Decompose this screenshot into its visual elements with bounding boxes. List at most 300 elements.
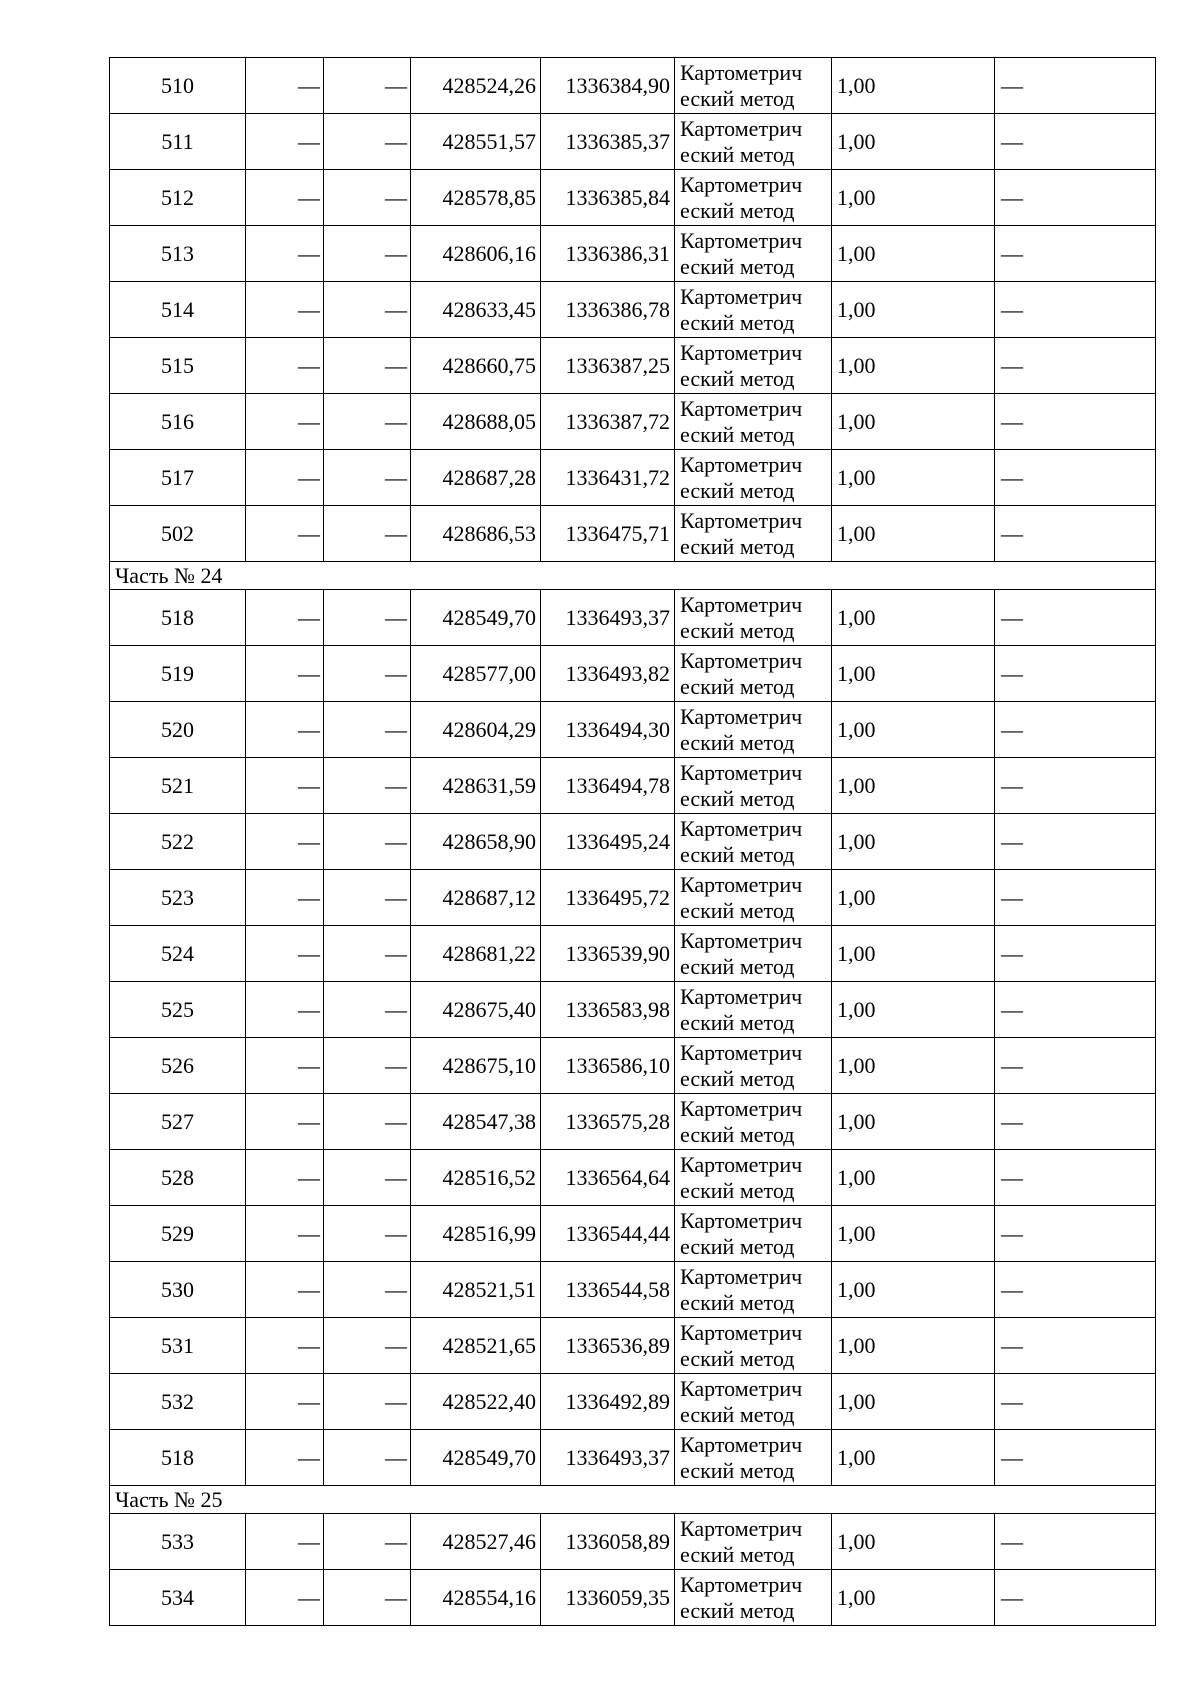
- method-line-1: Картометрич: [680, 815, 803, 841]
- y-coordinate-cell: 1336493,37: [541, 1430, 675, 1486]
- method-cell: [675, 58, 832, 114]
- description-cell: —: [995, 506, 1156, 562]
- method-line-2: еский метод: [680, 141, 795, 167]
- point-number-cell: 519: [110, 646, 246, 702]
- old-x-cell: —: [246, 758, 324, 814]
- table-row: [110, 1206, 1156, 1262]
- method-cell: [675, 1262, 832, 1318]
- method-cell: [675, 1570, 832, 1626]
- method-line-1: Картометрич: [680, 703, 803, 729]
- table-row: [110, 114, 1156, 170]
- point-number-cell: 502: [110, 506, 246, 562]
- x-coordinate-cell: 428554,16: [411, 1570, 541, 1626]
- accuracy-cell: 1,00: [832, 1570, 995, 1626]
- accuracy-cell: 1,00: [832, 1150, 995, 1206]
- table-row: [110, 646, 1156, 702]
- method-line-2: еский метод: [680, 1457, 795, 1483]
- method-line-2: еский метод: [680, 897, 795, 923]
- method-cell: [675, 1374, 832, 1430]
- description-cell: —: [995, 1038, 1156, 1094]
- old-y-cell: —: [324, 1150, 411, 1206]
- x-coordinate-cell: 428660,75: [411, 338, 541, 394]
- old-y-cell: —: [324, 282, 411, 338]
- point-number-cell: 510: [110, 58, 246, 114]
- description-cell: —: [995, 982, 1156, 1038]
- description-cell: —: [995, 282, 1156, 338]
- method-cell: [675, 226, 832, 282]
- method-cell: [675, 590, 832, 646]
- method-line-2: еский метод: [680, 841, 795, 867]
- old-y-cell: —: [324, 702, 411, 758]
- old-y-cell: —: [324, 226, 411, 282]
- accuracy-cell: 1,00: [832, 814, 995, 870]
- old-x-cell: —: [246, 170, 324, 226]
- point-number-cell: 525: [110, 982, 246, 1038]
- method-line-2: еский метод: [680, 1009, 795, 1035]
- y-coordinate-cell: 1336384,90: [541, 58, 675, 114]
- accuracy-cell: 1,00: [832, 926, 995, 982]
- method-line-1: Картометрич: [680, 1095, 803, 1121]
- method-line-1: Картометрич: [680, 283, 803, 309]
- old-y-cell: —: [324, 1514, 411, 1570]
- y-coordinate-cell: 1336544,44: [541, 1206, 675, 1262]
- y-coordinate-cell: 1336583,98: [541, 982, 675, 1038]
- description-cell: —: [995, 338, 1156, 394]
- table-row: [110, 1570, 1156, 1626]
- method-line-1: Картометрич: [680, 1319, 803, 1345]
- point-number-cell: 533: [110, 1514, 246, 1570]
- table-row: [110, 226, 1156, 282]
- old-x-cell: —: [246, 1318, 324, 1374]
- method-line-2: еский метод: [680, 85, 795, 111]
- method-cell: [675, 170, 832, 226]
- point-number-cell: 523: [110, 870, 246, 926]
- old-x-cell: —: [246, 394, 324, 450]
- point-number-cell: 516: [110, 394, 246, 450]
- table-row: [110, 170, 1156, 226]
- method-line-1: Картометрич: [680, 1515, 803, 1541]
- method-line-1: Картометрич: [680, 507, 803, 533]
- x-coordinate-cell: 428521,65: [411, 1318, 541, 1374]
- description-cell: —: [995, 1318, 1156, 1374]
- table-row: [110, 870, 1156, 926]
- old-y-cell: —: [324, 394, 411, 450]
- y-coordinate-cell: 1336493,82: [541, 646, 675, 702]
- old-y-cell: —: [324, 450, 411, 506]
- table-row: [110, 338, 1156, 394]
- x-coordinate-cell: 428549,70: [411, 590, 541, 646]
- point-number-cell: 517: [110, 450, 246, 506]
- method-cell: [675, 282, 832, 338]
- method-line-1: Картометрич: [680, 759, 803, 785]
- x-coordinate-cell: 428687,12: [411, 870, 541, 926]
- point-number-cell: 530: [110, 1262, 246, 1318]
- description-cell: —: [995, 1570, 1156, 1626]
- part-heading: Часть № 24: [110, 562, 1156, 590]
- old-x-cell: —: [246, 870, 324, 926]
- point-number-cell: 513: [110, 226, 246, 282]
- old-x-cell: —: [246, 646, 324, 702]
- table-row: [110, 758, 1156, 814]
- method-cell: [675, 1206, 832, 1262]
- description-cell: —: [995, 114, 1156, 170]
- method-line-1: Картометрич: [680, 1375, 803, 1401]
- point-number-cell: 524: [110, 926, 246, 982]
- description-cell: —: [995, 1374, 1156, 1430]
- description-cell: —: [995, 170, 1156, 226]
- y-coordinate-cell: 1336385,37: [541, 114, 675, 170]
- x-coordinate-cell: 428633,45: [411, 282, 541, 338]
- x-coordinate-cell: 428522,40: [411, 1374, 541, 1430]
- table-row: [110, 1374, 1156, 1430]
- old-y-cell: —: [324, 170, 411, 226]
- method-line-2: еский метод: [680, 309, 795, 335]
- old-x-cell: —: [246, 1262, 324, 1318]
- accuracy-cell: 1,00: [832, 1094, 995, 1150]
- table-row: [110, 506, 1156, 562]
- method-line-1: Картометрич: [680, 395, 803, 421]
- y-coordinate-cell: 1336564,64: [541, 1150, 675, 1206]
- method-line-1: Картометрич: [680, 1207, 803, 1233]
- x-coordinate-cell: 428551,57: [411, 114, 541, 170]
- part-heading-row: [110, 1486, 1156, 1514]
- accuracy-cell: 1,00: [832, 58, 995, 114]
- old-y-cell: —: [324, 1094, 411, 1150]
- method-line-1: Картометрич: [680, 647, 803, 673]
- table-body: [110, 58, 1156, 1626]
- point-number-cell: 518: [110, 1430, 246, 1486]
- table-row: [110, 1430, 1156, 1486]
- point-number-cell: 532: [110, 1374, 246, 1430]
- old-y-cell: —: [324, 1206, 411, 1262]
- method-cell: [675, 1038, 832, 1094]
- description-cell: —: [995, 1094, 1156, 1150]
- y-coordinate-cell: 1336494,78: [541, 758, 675, 814]
- old-y-cell: —: [324, 114, 411, 170]
- old-x-cell: —: [246, 1094, 324, 1150]
- method-line-2: еский метод: [680, 421, 795, 447]
- x-coordinate-cell: 428687,28: [411, 450, 541, 506]
- method-line-2: еский метод: [680, 1289, 795, 1315]
- y-coordinate-cell: 1336387,72: [541, 394, 675, 450]
- method-cell: [675, 1094, 832, 1150]
- method-cell: [675, 114, 832, 170]
- method-line-2: еский метод: [680, 1121, 795, 1147]
- accuracy-cell: 1,00: [832, 870, 995, 926]
- accuracy-cell: 1,00: [832, 1318, 995, 1374]
- part-heading: Часть № 25: [110, 1486, 1156, 1514]
- method-line-2: еский метод: [680, 1345, 795, 1371]
- description-cell: —: [995, 870, 1156, 926]
- table-row: [110, 1514, 1156, 1570]
- y-coordinate-cell: 1336493,37: [541, 590, 675, 646]
- accuracy-cell: 1,00: [832, 590, 995, 646]
- old-y-cell: —: [324, 1430, 411, 1486]
- old-x-cell: —: [246, 814, 324, 870]
- method-line-2: еский метод: [680, 1177, 795, 1203]
- method-line-2: еский метод: [680, 365, 795, 391]
- accuracy-cell: 1,00: [832, 226, 995, 282]
- old-y-cell: —: [324, 58, 411, 114]
- old-y-cell: —: [324, 982, 411, 1038]
- method-cell: [675, 982, 832, 1038]
- method-line-2: еский метод: [680, 785, 795, 811]
- description-cell: —: [995, 590, 1156, 646]
- old-x-cell: —: [246, 450, 324, 506]
- table-row: [110, 702, 1156, 758]
- x-coordinate-cell: 428681,22: [411, 926, 541, 982]
- accuracy-cell: 1,00: [832, 170, 995, 226]
- old-y-cell: —: [324, 1374, 411, 1430]
- method-line-1: Картометрич: [680, 339, 803, 365]
- table-row: [110, 590, 1156, 646]
- point-number-cell: 526: [110, 1038, 246, 1094]
- x-coordinate-cell: 428547,38: [411, 1094, 541, 1150]
- y-coordinate-cell: 1336492,89: [541, 1374, 675, 1430]
- y-coordinate-cell: 1336385,84: [541, 170, 675, 226]
- x-coordinate-cell: 428549,70: [411, 1430, 541, 1486]
- method-cell: [675, 450, 832, 506]
- point-number-cell: 515: [110, 338, 246, 394]
- method-line-2: еский метод: [680, 477, 795, 503]
- x-coordinate-cell: 428606,16: [411, 226, 541, 282]
- old-x-cell: —: [246, 702, 324, 758]
- description-cell: —: [995, 450, 1156, 506]
- point-number-cell: 522: [110, 814, 246, 870]
- old-y-cell: —: [324, 506, 411, 562]
- old-y-cell: —: [324, 926, 411, 982]
- description-cell: —: [995, 926, 1156, 982]
- method-cell: [675, 926, 832, 982]
- method-cell: [675, 702, 832, 758]
- method-line-1: Картометрич: [680, 871, 803, 897]
- method-line-2: еский метод: [680, 533, 795, 559]
- method-line-2: еский метод: [680, 617, 795, 643]
- method-line-1: Картометрич: [680, 227, 803, 253]
- old-x-cell: —: [246, 58, 324, 114]
- method-cell: [675, 1150, 832, 1206]
- description-cell: —: [995, 758, 1156, 814]
- old-x-cell: —: [246, 1374, 324, 1430]
- description-cell: —: [995, 394, 1156, 450]
- old-y-cell: —: [324, 1038, 411, 1094]
- y-coordinate-cell: 1336386,78: [541, 282, 675, 338]
- coordinates-table: [109, 57, 1156, 1626]
- point-number-cell: 531: [110, 1318, 246, 1374]
- old-x-cell: —: [246, 982, 324, 1038]
- x-coordinate-cell: 428686,53: [411, 506, 541, 562]
- point-number-cell: 521: [110, 758, 246, 814]
- old-x-cell: —: [246, 338, 324, 394]
- old-x-cell: —: [246, 506, 324, 562]
- x-coordinate-cell: 428578,85: [411, 170, 541, 226]
- method-line-2: еский метод: [680, 953, 795, 979]
- table-row: [110, 282, 1156, 338]
- method-line-1: Картометрич: [680, 1151, 803, 1177]
- method-line-1: Картометрич: [680, 927, 803, 953]
- description-cell: —: [995, 226, 1156, 282]
- old-x-cell: —: [246, 226, 324, 282]
- accuracy-cell: 1,00: [832, 1514, 995, 1570]
- old-y-cell: —: [324, 870, 411, 926]
- description-cell: —: [995, 702, 1156, 758]
- method-line-2: еский метод: [680, 197, 795, 223]
- point-number-cell: 512: [110, 170, 246, 226]
- table-row: [110, 814, 1156, 870]
- method-line-2: еский метод: [680, 1065, 795, 1091]
- method-line-2: еский метод: [680, 1401, 795, 1427]
- method-line-2: еский метод: [680, 1541, 795, 1567]
- table-row: [110, 1038, 1156, 1094]
- old-x-cell: —: [246, 1570, 324, 1626]
- x-coordinate-cell: 428688,05: [411, 394, 541, 450]
- table-row: [110, 1094, 1156, 1150]
- method-cell: [675, 1318, 832, 1374]
- method-line-1: Картометрич: [680, 1431, 803, 1457]
- accuracy-cell: 1,00: [832, 1206, 995, 1262]
- y-coordinate-cell: 1336059,35: [541, 1570, 675, 1626]
- part-heading-row: [110, 562, 1156, 590]
- old-y-cell: —: [324, 1262, 411, 1318]
- x-coordinate-cell: 428516,52: [411, 1150, 541, 1206]
- method-line-1: Картометрич: [680, 1571, 803, 1597]
- method-line-1: Картометрич: [680, 115, 803, 141]
- x-coordinate-cell: 428604,29: [411, 702, 541, 758]
- y-coordinate-cell: 1336575,28: [541, 1094, 675, 1150]
- old-x-cell: —: [246, 590, 324, 646]
- table-row: [110, 1318, 1156, 1374]
- method-cell: [675, 870, 832, 926]
- description-cell: —: [995, 814, 1156, 870]
- method-line-1: Картометрич: [680, 59, 803, 85]
- accuracy-cell: 1,00: [832, 646, 995, 702]
- point-number-cell: 518: [110, 590, 246, 646]
- method-line-1: Картометрич: [680, 1263, 803, 1289]
- description-cell: —: [995, 1206, 1156, 1262]
- accuracy-cell: 1,00: [832, 282, 995, 338]
- y-coordinate-cell: 1336387,25: [541, 338, 675, 394]
- x-coordinate-cell: 428658,90: [411, 814, 541, 870]
- y-coordinate-cell: 1336539,90: [541, 926, 675, 982]
- x-coordinate-cell: 428675,10: [411, 1038, 541, 1094]
- method-line-1: Картометрич: [680, 1039, 803, 1065]
- old-y-cell: —: [324, 646, 411, 702]
- x-coordinate-cell: 428675,40: [411, 982, 541, 1038]
- old-y-cell: —: [324, 590, 411, 646]
- accuracy-cell: 1,00: [832, 1262, 995, 1318]
- table-row: [110, 394, 1156, 450]
- old-y-cell: —: [324, 758, 411, 814]
- point-number-cell: 527: [110, 1094, 246, 1150]
- accuracy-cell: 1,00: [832, 506, 995, 562]
- method-line-2: еский метод: [680, 1233, 795, 1259]
- table-row: [110, 58, 1156, 114]
- method-line-2: еский метод: [680, 1597, 795, 1623]
- old-y-cell: —: [324, 814, 411, 870]
- method-cell: [675, 338, 832, 394]
- y-coordinate-cell: 1336494,30: [541, 702, 675, 758]
- y-coordinate-cell: 1336475,71: [541, 506, 675, 562]
- method-cell: [675, 1514, 832, 1570]
- y-coordinate-cell: 1336536,89: [541, 1318, 675, 1374]
- accuracy-cell: 1,00: [832, 114, 995, 170]
- table-row: [110, 450, 1156, 506]
- accuracy-cell: 1,00: [832, 450, 995, 506]
- old-x-cell: —: [246, 1430, 324, 1486]
- accuracy-cell: 1,00: [832, 1038, 995, 1094]
- accuracy-cell: 1,00: [832, 394, 995, 450]
- description-cell: —: [995, 1262, 1156, 1318]
- accuracy-cell: 1,00: [832, 1374, 995, 1430]
- method-line-2: еский метод: [680, 673, 795, 699]
- method-line-1: Картометрич: [680, 983, 803, 1009]
- method-cell: [675, 646, 832, 702]
- y-coordinate-cell: 1336431,72: [541, 450, 675, 506]
- old-x-cell: —: [246, 1514, 324, 1570]
- method-cell: [675, 506, 832, 562]
- old-x-cell: —: [246, 1150, 324, 1206]
- y-coordinate-cell: 1336544,58: [541, 1262, 675, 1318]
- old-x-cell: —: [246, 926, 324, 982]
- old-x-cell: —: [246, 1038, 324, 1094]
- point-number-cell: 534: [110, 1570, 246, 1626]
- description-cell: —: [995, 58, 1156, 114]
- method-line-2: еский метод: [680, 729, 795, 755]
- table-row: [110, 926, 1156, 982]
- point-number-cell: 511: [110, 114, 246, 170]
- accuracy-cell: 1,00: [832, 702, 995, 758]
- accuracy-cell: 1,00: [832, 1430, 995, 1486]
- old-y-cell: —: [324, 1318, 411, 1374]
- method-line-1: Картометрич: [680, 451, 803, 477]
- old-y-cell: —: [324, 338, 411, 394]
- old-x-cell: —: [246, 114, 324, 170]
- point-number-cell: 529: [110, 1206, 246, 1262]
- method-line-2: еский метод: [680, 253, 795, 279]
- table-row: [110, 1262, 1156, 1318]
- point-number-cell: 514: [110, 282, 246, 338]
- method-cell: [675, 758, 832, 814]
- y-coordinate-cell: 1336386,31: [541, 226, 675, 282]
- y-coordinate-cell: 1336495,24: [541, 814, 675, 870]
- accuracy-cell: 1,00: [832, 338, 995, 394]
- old-y-cell: —: [324, 1570, 411, 1626]
- y-coordinate-cell: 1336495,72: [541, 870, 675, 926]
- table-row: [110, 1150, 1156, 1206]
- method-cell: [675, 394, 832, 450]
- description-cell: —: [995, 646, 1156, 702]
- x-coordinate-cell: 428524,26: [411, 58, 541, 114]
- y-coordinate-cell: 1336058,89: [541, 1514, 675, 1570]
- old-x-cell: —: [246, 282, 324, 338]
- method-cell: [675, 814, 832, 870]
- point-number-cell: 520: [110, 702, 246, 758]
- method-cell: [675, 1430, 832, 1486]
- x-coordinate-cell: 428527,46: [411, 1514, 541, 1570]
- x-coordinate-cell: 428516,99: [411, 1206, 541, 1262]
- point-number-cell: 528: [110, 1150, 246, 1206]
- coordinates-document: [109, 57, 1155, 1626]
- method-line-1: Картометрич: [680, 171, 803, 197]
- description-cell: —: [995, 1514, 1156, 1570]
- x-coordinate-cell: 428521,51: [411, 1262, 541, 1318]
- x-coordinate-cell: 428631,59: [411, 758, 541, 814]
- x-coordinate-cell: 428577,00: [411, 646, 541, 702]
- table-row: [110, 982, 1156, 1038]
- accuracy-cell: 1,00: [832, 758, 995, 814]
- method-line-1: Картометрич: [680, 591, 803, 617]
- description-cell: —: [995, 1430, 1156, 1486]
